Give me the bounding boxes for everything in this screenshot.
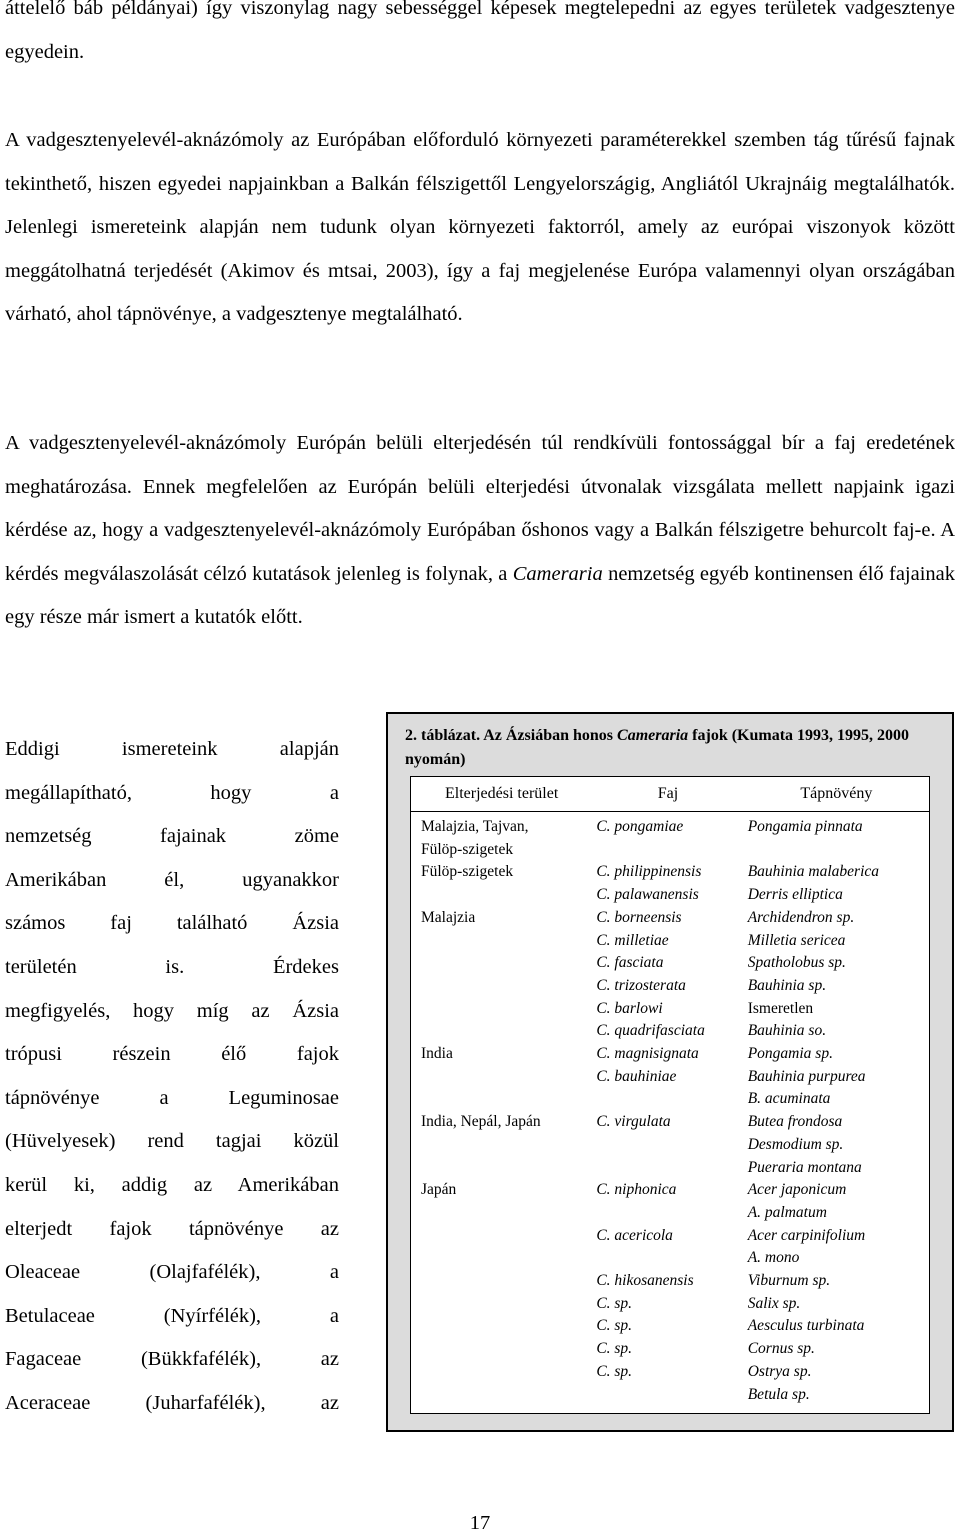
table-row [411, 952, 929, 975]
cell-area [411, 1134, 590, 1157]
cell-area: Fülöp-szigetek [421, 840, 514, 858]
cell-host: Bauhinia malaberica [747, 863, 880, 881]
cell-host: Derris elliptica [747, 886, 843, 904]
left-column-line: megállapítható, hogy a [5, 781, 339, 804]
cell-species: C. hikosanensis [596, 1272, 694, 1290]
cell-species [590, 1247, 741, 1270]
header-area: Elterjedési terület [445, 785, 559, 802]
cell-host: Betula sp. [747, 1385, 810, 1403]
table-row [411, 861, 929, 884]
cell-host: Acer carpinifolium [747, 1226, 866, 1244]
table-row [411, 816, 929, 839]
paragraph-3-before: A vadgesztenyelevél-aknázómoly Európán belüli elterjedésén túl rendkívüli fontossággal bír a faj eredetének meghatározása. Ennek megfelelően az Európán belüli elterjedési útvonalak vizsgálata mellett napjaink igazi kérdése az, hogy a vadgesztenyelevél-aknázómoly Európában őshonos vagy a Balkán félszigetre behurcolt faj-e. A kérdés megválaszolását célzó kutatások jelenleg is folynak, a [5, 432, 955, 585]
cell-host: B. acuminata [747, 1090, 831, 1108]
cell-species: C. sp. [596, 1294, 633, 1312]
cell-species: C. pongamiae [596, 818, 684, 835]
cell-host: Pongamia pinnata [747, 818, 863, 835]
table-box [386, 712, 954, 1432]
cell-area: Malajzia [421, 908, 476, 926]
left-column-line: trópusi részein élő fajok [5, 1043, 339, 1066]
table-row [411, 1043, 929, 1066]
left-column-line: elterjedt fajok tápnövénye az [5, 1217, 339, 1240]
cell-species: C. palawanensis [596, 886, 699, 904]
table-row [411, 1293, 929, 1316]
cell-area [411, 1293, 590, 1316]
cell-host: Archidendron sp. [747, 908, 855, 926]
table-row [411, 1020, 929, 1043]
cell-species: C. sp. [596, 1340, 633, 1358]
cell-host: Spatholobus sp. [747, 954, 846, 972]
cell-host: Viburnum sp. [747, 1272, 831, 1290]
table-row [411, 839, 929, 862]
cell-species: C. niphonica [596, 1181, 677, 1199]
table-row [411, 1338, 929, 1361]
cell-species: C. acericola [596, 1226, 673, 1244]
left-column-line: számos faj található Ázsia [5, 912, 339, 935]
cell-host: Pueraria montana [747, 1158, 862, 1176]
left-column-text [5, 728, 339, 1426]
page-number: 17 [469, 1512, 491, 1534]
cell-area: India, Nepál, Japán [421, 1113, 541, 1131]
cell-area [411, 1020, 590, 1043]
table-row [411, 930, 929, 953]
cell-area [411, 1157, 590, 1180]
cell-species: C. bauhiniae [596, 1067, 677, 1085]
cell-area: Malajzia, Tajvan, [421, 818, 529, 835]
table-row [411, 1157, 929, 1180]
left-column-line: (Hüvelyesek) rend tagjai közül [5, 1130, 339, 1153]
table-row [411, 1225, 929, 1248]
cell-species: C. sp. [596, 1317, 633, 1335]
cell-species: C. quadrifasciata [596, 1022, 705, 1040]
cell-area [411, 930, 590, 953]
caption-suffix: fajok (Kumata 1993, 1995, 2000 nyomán) [405, 727, 910, 768]
cell-area [411, 1270, 590, 1293]
cell-area [411, 1384, 590, 1407]
cell-host: Bauhinia sp. [747, 976, 827, 994]
cell-host: Acer japonicum [747, 1181, 847, 1199]
genus-name: Cameraria [512, 562, 603, 585]
table-row [411, 998, 929, 1021]
table-row [411, 884, 929, 907]
cell-host: Ismeretlen [747, 999, 814, 1017]
table-row [411, 1384, 929, 1407]
left-column-line: nemzetség fajainak zöme [5, 825, 339, 848]
cell-area [411, 1338, 590, 1361]
cell-species: C. fasciata [596, 954, 664, 972]
cell-host: Bauhinia purpurea [747, 1067, 866, 1085]
cell-host: Bauhinia so. [747, 1022, 827, 1040]
cell-species: C. borneensis [596, 908, 682, 926]
cell-area [411, 1225, 590, 1248]
cell-host [742, 839, 929, 862]
paragraph-3 [5, 422, 955, 640]
table-row [411, 1247, 929, 1270]
caption-genus: Cameraria [617, 727, 689, 744]
cell-host: A. mono [747, 1249, 800, 1267]
cell-area [411, 1066, 590, 1089]
cell-area [411, 975, 590, 998]
table-row [411, 1134, 929, 1157]
paragraph-3-after: nemzetség egyéb kontinensen élő fajainak egy része már ismert a kutatók előtt. [5, 562, 956, 628]
cell-area [411, 952, 590, 975]
cell-species [590, 1088, 741, 1111]
cell-host: Milletia sericea [747, 931, 846, 949]
left-column-line: Eddigi ismereteink alapján [5, 738, 339, 760]
cell-species: C. trizosterata [596, 976, 686, 994]
table-row [411, 1066, 929, 1089]
table-row [411, 1088, 929, 1111]
paragraph-1: áttelelő báb példányai) így viszonylag nagy sebességgel képesek megtelepedni az egyes területek vadgesztenye egyedein. [5, 0, 955, 63]
species-table [410, 776, 930, 1414]
paragraph-2: A vadgesztenyelevél-aknázómoly az Európában előforduló környezeti paraméterekkel szemben tág tűrésű fajnak tekinthető, hiszen egyedei napjainkban a Balkán félszigettől Lengyelországig, Angliától Ukrajnáig megtalálhatók. Jelenlegi ismereteink alapján nem tudunk olyan környezeti faktorról, amely az európai viszonyok között meggátolhatná terjedését (Akimov és mtsai, 2003), így a faj megjelenése Európa valamennyi olyan országában várható, ahol tápnövénye, a vadgesztenye megtalálható. [5, 129, 955, 325]
left-column-line: Betulaceae (Nyírfélék), a [5, 1304, 339, 1327]
table-body [411, 812, 929, 1406]
cell-species [590, 839, 741, 862]
table-row [411, 907, 929, 930]
cell-host: Cornus sp. [747, 1340, 815, 1358]
cell-area: Fülöp-szigetek [421, 863, 514, 881]
cell-area [411, 998, 590, 1021]
cell-species [590, 1134, 741, 1157]
cell-species: C. barlowi [596, 999, 663, 1017]
caption-prefix: 2. táblázat. Az Ázsiában honos [405, 727, 618, 744]
table-row [411, 1361, 929, 1384]
cell-area: India [421, 1045, 453, 1063]
table-row [411, 1202, 929, 1225]
cell-species: C. sp. [596, 1362, 633, 1380]
table-row [411, 975, 929, 998]
cell-area [411, 1088, 590, 1111]
cell-species: C. virgulata [596, 1113, 671, 1131]
cell-area: Japán [421, 1181, 457, 1199]
cell-area [411, 884, 590, 907]
cell-species: C. magnisignata [596, 1045, 699, 1063]
cell-host: Desmodium sp. [747, 1135, 844, 1153]
left-column-line: területén is. Érdekes [5, 955, 339, 978]
left-column-line: megfigyelés, hogy míg az Ázsia [5, 999, 339, 1022]
left-column-line: Aceraceae (Juharfafélék), az [5, 1391, 339, 1414]
cell-area [411, 1361, 590, 1384]
cell-host: Salix sp. [747, 1294, 801, 1312]
table-row [411, 1270, 929, 1293]
cell-host: A. palmatum [747, 1203, 827, 1221]
table-header [411, 777, 929, 812]
cell-species [590, 1202, 741, 1225]
cell-species: C. philippinensis [596, 863, 702, 881]
cell-area [411, 1315, 590, 1338]
cell-host: Ostrya sp. [747, 1362, 812, 1380]
table-row [411, 1315, 929, 1338]
cell-area [411, 1247, 590, 1270]
left-column-line: tápnövénye a Leguminosae [5, 1086, 339, 1109]
left-column-line: kerül ki, addig az Amerikában [5, 1173, 339, 1196]
table-row [411, 1111, 929, 1134]
cell-area [411, 1202, 590, 1225]
cell-species [590, 1157, 741, 1180]
header-host: Tápnövény [800, 785, 873, 802]
cell-host: Aesculus turbinata [747, 1317, 865, 1335]
left-column-line: Fagaceae (Bükkfafélék), az [5, 1348, 339, 1371]
header-species: Faj [657, 785, 679, 802]
cell-host: Pongamia sp. [747, 1045, 833, 1063]
cell-species: C. milletiae [596, 931, 669, 949]
table-row [411, 1179, 929, 1202]
table-caption [405, 724, 945, 772]
left-column-line: Oleaceae (Olajfafélék), a [5, 1261, 339, 1284]
cell-host: Butea frondosa [747, 1113, 843, 1131]
left-column-line: Amerikában él, ugyanakkor [5, 868, 339, 891]
cell-species [590, 1384, 741, 1407]
